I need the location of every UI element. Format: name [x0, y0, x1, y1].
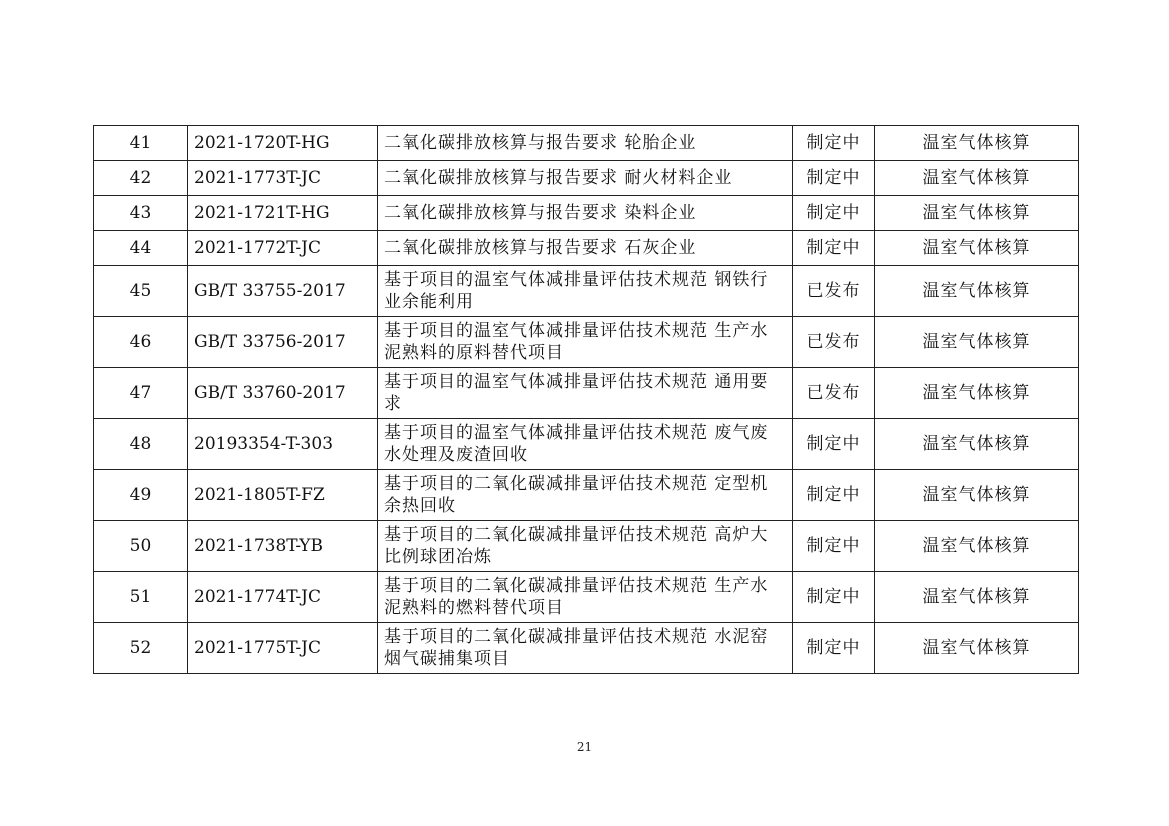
standard-title: 二氧化碳排放核算与报告要求 耐火材料企业	[378, 161, 793, 196]
row-number: 47	[94, 368, 188, 419]
standard-code: GB/T 33760-2017	[188, 368, 378, 419]
row-number: 43	[94, 196, 188, 231]
standard-title: 二氧化碳排放核算与报告要求 染料企业	[378, 196, 793, 231]
standard-category: 温室气体核算	[875, 266, 1079, 317]
standard-title: 基于项目的温室气体减排量评估技术规范 钢铁行业余能利用	[378, 266, 793, 317]
standard-title: 基于项目的温室气体减排量评估技术规范 废气废水处理及废渣回收	[378, 419, 793, 470]
standard-category: 温室气体核算	[875, 196, 1079, 231]
standard-status: 制定中	[793, 196, 875, 231]
standard-status: 制定中	[793, 126, 875, 161]
standard-title: 基于项目的二氧化碳减排量评估技术规范 水泥窑烟气碳捕集项目	[378, 623, 793, 674]
table-row	[94, 521, 1079, 572]
standard-code: 20193354-T-303	[188, 419, 378, 470]
row-number: 48	[94, 419, 188, 470]
standard-category: 温室气体核算	[875, 368, 1079, 419]
table-row	[94, 126, 1079, 161]
standard-status: 制定中	[793, 521, 875, 572]
row-number: 41	[94, 126, 188, 161]
standard-code: 2021-1774T-JC	[188, 572, 378, 623]
standard-category: 温室气体核算	[875, 470, 1079, 521]
standard-code: 2021-1805T-FZ	[188, 470, 378, 521]
table-row	[94, 623, 1079, 674]
row-number: 49	[94, 470, 188, 521]
standards-table	[93, 125, 1079, 674]
table-row	[94, 231, 1079, 266]
standard-category: 温室气体核算	[875, 317, 1079, 368]
standard-code: 2021-1738T-YB	[188, 521, 378, 572]
table-row	[94, 470, 1079, 521]
table-row	[94, 317, 1079, 368]
standard-status: 制定中	[793, 623, 875, 674]
standard-code: 2021-1721T-HG	[188, 196, 378, 231]
standard-category: 温室气体核算	[875, 521, 1079, 572]
standard-category: 温室气体核算	[875, 231, 1079, 266]
standard-title: 基于项目的二氧化碳减排量评估技术规范 高炉大比例球团冶炼	[378, 521, 793, 572]
standard-title: 基于项目的温室气体减排量评估技术规范 通用要求	[378, 368, 793, 419]
standard-title: 二氧化碳排放核算与报告要求 轮胎企业	[378, 126, 793, 161]
standard-code: 2021-1773T-JC	[188, 161, 378, 196]
standard-code: 2021-1772T-JC	[188, 231, 378, 266]
standard-title: 基于项目的二氧化碳减排量评估技术规范 生产水泥熟料的燃料替代项目	[378, 572, 793, 623]
row-number: 45	[94, 266, 188, 317]
table-row	[94, 161, 1079, 196]
standard-category: 温室气体核算	[875, 623, 1079, 674]
standard-status: 制定中	[793, 572, 875, 623]
row-number: 44	[94, 231, 188, 266]
row-number: 46	[94, 317, 188, 368]
standard-status: 已发布	[793, 266, 875, 317]
standard-category: 温室气体核算	[875, 161, 1079, 196]
standard-status: 制定中	[793, 419, 875, 470]
standard-code: 2021-1720T-HG	[188, 126, 378, 161]
standard-status: 已发布	[793, 317, 875, 368]
table-row	[94, 419, 1079, 470]
page-number: 21	[576, 740, 593, 754]
row-number: 52	[94, 623, 188, 674]
row-number: 50	[94, 521, 188, 572]
standard-title: 二氧化碳排放核算与报告要求 石灰企业	[378, 231, 793, 266]
standard-title: 基于项目的温室气体减排量评估技术规范 生产水泥熟料的原料替代项目	[378, 317, 793, 368]
standard-category: 温室气体核算	[875, 572, 1079, 623]
table-row	[94, 368, 1079, 419]
standard-category: 温室气体核算	[875, 419, 1079, 470]
standard-title: 基于项目的二氧化碳减排量评估技术规范 定型机余热回收	[378, 470, 793, 521]
standard-category: 温室气体核算	[875, 126, 1079, 161]
standard-status: 制定中	[793, 231, 875, 266]
standard-status: 制定中	[793, 161, 875, 196]
row-number: 42	[94, 161, 188, 196]
row-number: 51	[94, 572, 188, 623]
standard-status: 已发布	[793, 368, 875, 419]
standard-code: 2021-1775T-JC	[188, 623, 378, 674]
table-row	[94, 572, 1079, 623]
standard-code: GB/T 33756-2017	[188, 317, 378, 368]
standard-code: GB/T 33755-2017	[188, 266, 378, 317]
standard-status: 制定中	[793, 470, 875, 521]
table-row	[94, 266, 1079, 317]
table-row	[94, 196, 1079, 231]
